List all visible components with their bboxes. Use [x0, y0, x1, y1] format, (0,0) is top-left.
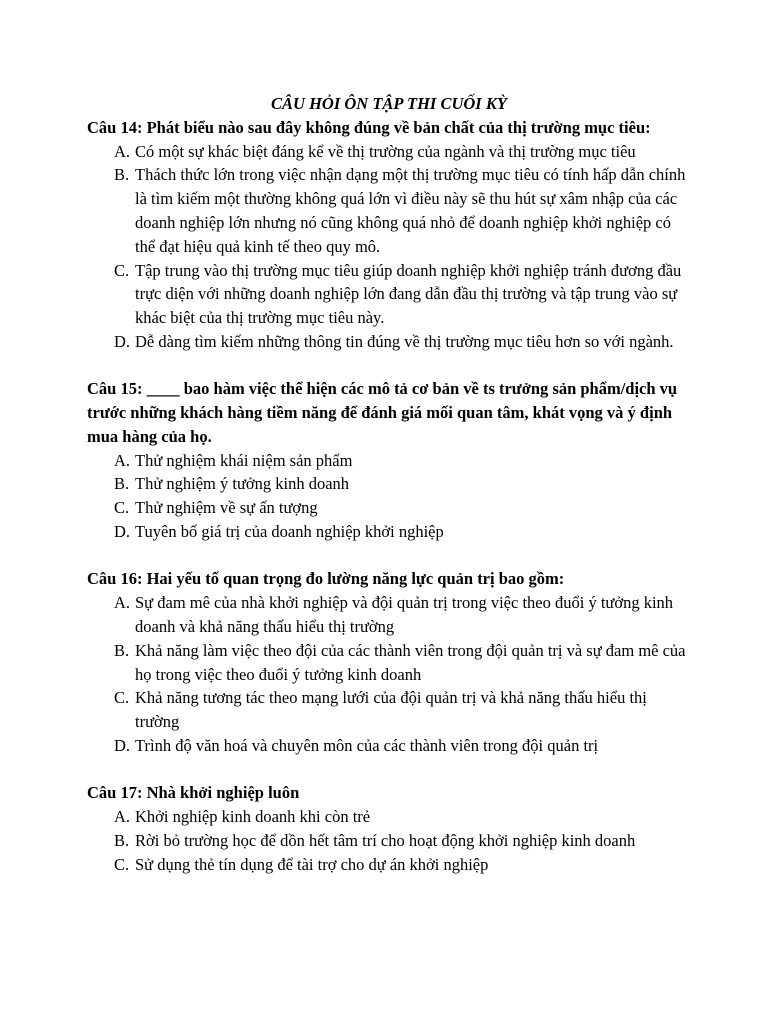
option-letter: A.: [114, 807, 131, 827]
option-c: [87, 686, 686, 734]
option-d: [87, 520, 686, 544]
question-14: [87, 116, 686, 354]
question-text: Câu 15: ____ bao hàm việc thể hiện các mô tả cơ bản về ts trưởng sản phẩm/dịch vụ trước những khách hàng tiềm năng để đánh giá mối quan tâm, khát vọng và ý định mua hàng của họ.: [87, 379, 678, 446]
option-text: Rời bỏ trường học để dồn hết tâm trí cho hoạt động khởi nghiệp kinh doanh: [135, 830, 636, 850]
option-a: [87, 591, 686, 639]
option-text: Trình độ văn hoá và chuyên môn của các thành viên trong đội quản trị: [135, 735, 599, 755]
option-text: Thử nghiệm khái niệm sản phẩm: [135, 450, 353, 470]
option-text: Thách thức lớn trong việc nhận dạng một thị trường mục tiêu có tính hấp dẫn chính là tìm kiếm một thường không quá lớn vì điều này sẽ thu hút sự xâm nhập của các doanh nghiệp lớn nhưng nó cũng không quá nhỏ để doanh nghiệp khởi nghiệp có thể đạt hiệu quả kinh tế theo quy mô.: [135, 165, 686, 256]
document-title: CÂU HỎI ÔN TẬP THI CUỐI KỲ: [271, 94, 507, 113]
option-text: Dễ dàng tìm kiếm những thông tin đúng về thị trường mục tiêu hơn so với ngành.: [135, 331, 674, 351]
option-text: Thử nghiệm ý tưởng kinh doanh: [135, 474, 350, 494]
option-b: [87, 829, 686, 853]
option-letter: A.: [114, 593, 131, 613]
option-text: Sự đam mê của nhà khởi nghiệp và đội quản trị trong việc theo đuổi ý tưởng kinh doanh và khả năng thấu hiểu thị trường: [135, 593, 674, 636]
option-letter: B.: [114, 640, 130, 660]
option-b: [87, 639, 686, 687]
question-17: [87, 781, 686, 876]
spacer: [87, 758, 686, 782]
option-text: Tuyên bố giá trị của doanh nghiệp khởi nghiệp: [135, 522, 444, 542]
option-text: Thử nghiệm về sự ấn tượng: [135, 498, 318, 518]
option-letter: A.: [114, 141, 131, 161]
option-c: [87, 853, 686, 877]
option-letter: D.: [114, 735, 131, 755]
option-letter: D.: [114, 331, 131, 351]
option-list: [87, 140, 686, 354]
option-list: [87, 591, 686, 758]
option-letter: B.: [114, 830, 130, 850]
option-letter: D.: [114, 522, 131, 542]
option-letter: C.: [114, 854, 130, 874]
option-text: Có một sự khác biệt đáng kể về thị trường của ngành và thị trường mục tiêu: [135, 141, 636, 161]
question-15: [87, 377, 686, 544]
option-b: [87, 472, 686, 496]
option-text: Sử dụng thẻ tín dụng để tài trợ cho dự án khởi nghiệp: [135, 854, 489, 874]
option-text: Tập trung vào thị trường mục tiêu giúp doanh nghiệp khởi nghiệp tránh đương đầu trực diện với những doanh nghiệp lớn đang dẫn đầu thị trường và tập trung vào sự khác biệt của thị trường mục tiêu này.: [135, 260, 682, 328]
option-d: [87, 734, 686, 758]
option-list: [87, 449, 686, 544]
option-letter: C.: [114, 498, 130, 518]
option-list: [87, 805, 686, 876]
option-letter: B.: [114, 165, 130, 185]
option-a: [87, 140, 686, 164]
option-letter: C.: [114, 260, 130, 280]
question-text: Câu 16: Hai yếu tố quan trọng đo lường năng lực quản trị bao gồm:: [87, 569, 565, 589]
spacer: [87, 354, 686, 378]
option-letter: B.: [114, 474, 130, 494]
option-b: [87, 163, 686, 258]
option-text: Khả năng làm việc theo đội của các thành viên trong đội quản trị và sự đam mê của họ trong việc theo đuổi ý tưởng kinh doanh: [135, 640, 686, 684]
question-16: [87, 567, 686, 757]
option-a: [87, 449, 686, 473]
option-text: Khả năng tương tác theo mạng lưới của đội quản trị và khả năng thấu hiểu thị trường: [135, 688, 647, 732]
option-c: [87, 496, 686, 520]
option-letter: A.: [114, 450, 131, 470]
question-text: Câu 14: Phát biểu nào sau đây không đúng về bản chất của thị trường mục tiêu:: [87, 117, 651, 137]
option-c: [87, 259, 686, 330]
spacer: [87, 544, 686, 568]
option-letter: C.: [114, 688, 130, 708]
option-text: Khởi nghiệp kinh doanh khi còn trẻ: [135, 807, 371, 827]
option-a: [87, 805, 686, 829]
question-text: Câu 17: Nhà khởi nghiệp luôn: [87, 783, 300, 803]
option-d: [87, 330, 686, 354]
